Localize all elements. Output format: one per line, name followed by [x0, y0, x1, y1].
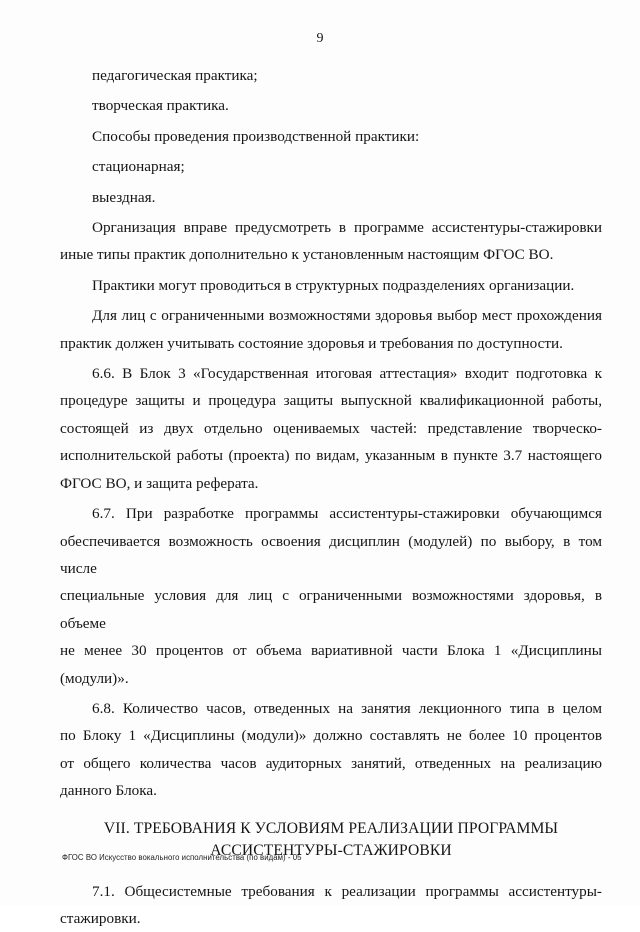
paragraph-6-6: [60, 360, 602, 497]
paragraph-practice-methods: Способы проведения производственной практики:: [92, 127, 420, 145]
document-footer: ФГОС ВО Искусство вокального исполнительства (по видам) - 05: [62, 853, 302, 862]
text-line: стажировки.: [60, 909, 141, 927]
paragraph-6-8: [60, 695, 602, 805]
text-line: Для лиц с ограниченными возможностями здоровья выбор мест прохождения: [92, 307, 602, 325]
text-line: 7.1. Общесистемные требования к реализации программы ассистентуры-: [92, 882, 602, 900]
paragraph-structural-units: Практики могут проводиться в структурных подразделениях организации.: [92, 276, 575, 294]
paragraph-organization-types: [60, 214, 602, 269]
text-line: ФГОС ВО, и защита реферата.: [60, 474, 259, 492]
text-line: исполнительской работы (проекта) по видам, указанным в пункте 3.7 настоящего: [60, 447, 602, 465]
paragraph-field: выездная.: [92, 188, 156, 206]
heading-line: VII. ТРЕБОВАНИЯ К УСЛОВИЯМ РЕАЛИЗАЦИИ ПРОГРАММЫ: [103, 819, 559, 837]
text-line: 6.7. При разработке программы ассистентуры-стажировки обучающимся: [92, 505, 602, 523]
heading-line: АССИСТЕНТУРЫ-СТАЖИРОВКИ: [210, 841, 452, 859]
text-line: практик должен учитывать состояние здоровья и требования по доступности.: [60, 334, 563, 352]
page-number: 9: [316, 31, 324, 46]
text-line: от общего количества часов аудиторных занятий, отведенных на реализацию: [60, 754, 602, 772]
text-line: Организация вправе предусмотреть в программе ассистентуры-стажировки: [92, 219, 602, 237]
text-line: обеспечивается возможность освоения дисциплин (модулей) по выбору, в том числе: [60, 532, 602, 577]
text-line: 6.6. В Блок 3 «Государственная итоговая аттестация» входит подготовка к: [92, 365, 602, 383]
text-line: процедуре защиты и процедура защиты выпускной квалификационной работы,: [60, 392, 602, 410]
document-body: [60, 62, 602, 932]
paragraph-creative-practice: творческая практика.: [92, 97, 229, 115]
text-line: состоящей из двух отдельно оцениваемых частей: представление творческо-: [60, 419, 602, 437]
paragraph-pedagogical-practice: педагогическая практика;: [92, 67, 258, 84]
text-line: 6.8. Количество часов, отведенных на занятия лекционного типа в целом: [92, 699, 602, 717]
text-line: (модули)».: [60, 669, 129, 687]
paragraph-stationary: стационарная;: [92, 158, 185, 176]
paragraph-6-7: [60, 500, 602, 692]
text-line: данного Блока.: [60, 782, 157, 800]
text-line: специальные условия для лиц с ограниченными возможностями здоровья, в объеме: [60, 587, 602, 632]
text-line: не менее 30 процентов от объема вариативной части Блока 1 «Дисциплины: [60, 642, 602, 660]
text-line: по Блоку 1 «Дисциплины (модули)» должно составлять не более 10 процентов: [60, 727, 602, 745]
text-line: иные типы практик дополнительно к установленным настоящим ФГОС ВО.: [60, 246, 554, 264]
paragraph-disabilities-practice: [60, 302, 602, 357]
